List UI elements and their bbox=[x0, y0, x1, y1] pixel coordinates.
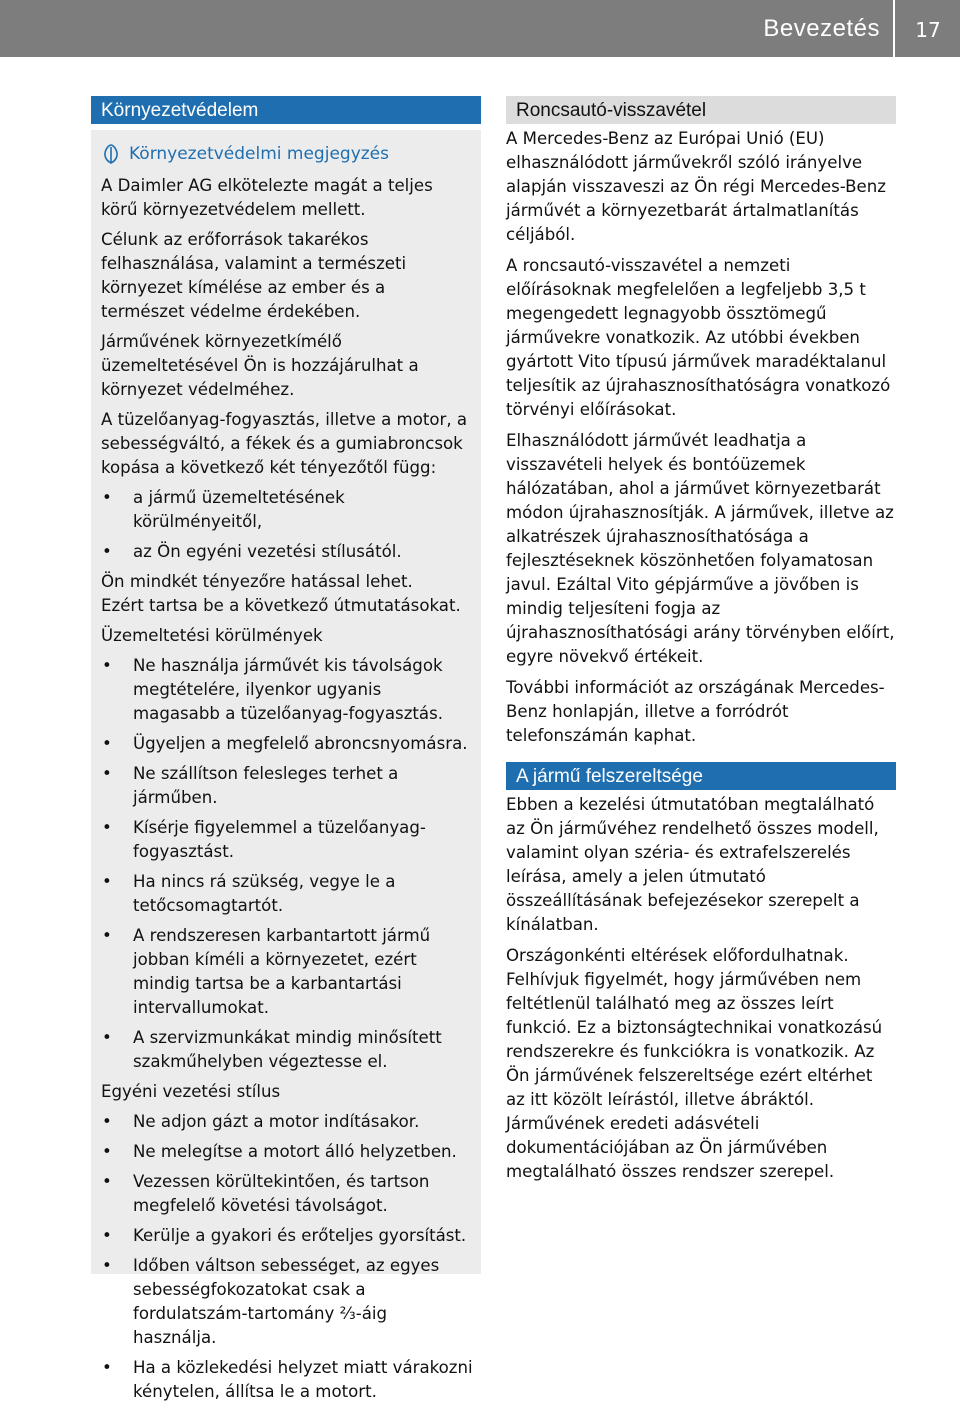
equipment-heading: A jármű felszereltsége bbox=[506, 762, 896, 790]
driving-list bbox=[101, 1110, 473, 1404]
list-item: • Kerülje a gyakori és erőteljes gyorsítást. bbox=[101, 1224, 473, 1248]
header-divider bbox=[893, 0, 895, 57]
operating-conditions-heading: Üzemeltetési körülmények bbox=[101, 626, 323, 645]
environment-note-box bbox=[91, 130, 481, 1401]
section-title: Bevezetés bbox=[763, 15, 880, 42]
list-item: • Vezessen körültekintően, és tartson megfelelő követési távolságot. bbox=[101, 1170, 473, 1218]
page-number: 17 bbox=[915, 18, 941, 42]
note-title bbox=[101, 142, 473, 166]
paragraph: Ebben a kezelési útmutatóban megtalálható az Ön járművéhez rendelhető összes modell, valamint olyan széria- és extrafelszerelés leírása, amely a jelen útmutató összeállításának befejezésekor szerepelt a kínálatban. bbox=[506, 795, 879, 934]
list-item: • az Ön egyéni vezetési stílusától. bbox=[101, 540, 473, 564]
paragraph: A Daimler AG elkötelezte magát a teljes körű környezetvédelem mellett. bbox=[101, 176, 433, 219]
list-item: • a jármű üzemeltetésének körülményeitől, bbox=[101, 486, 473, 534]
list-item: • A rendszeresen karbantartott jármű jobban kíméli a környezetet, ezért mindig tartsa be a karbantartási intervallumokat. bbox=[101, 924, 473, 1020]
list-item: • Ne szállítson felesleges terhet a járműben. bbox=[101, 762, 473, 810]
paragraph: A tüzelőanyag-fogyasztás, illetve a motor, a sebességváltó, a fékek és a gumiabroncsok kopása a következő két tényezőtől függ: bbox=[101, 410, 468, 477]
list-item: • A szervizmunkákat mindig minősített szakműhelyben végeztesse el. bbox=[101, 1026, 473, 1074]
environment-heading: Környezetvédelem bbox=[91, 96, 481, 124]
paragraph: Országonkénti eltérések előfordulhatnak. Felhívjuk figyelmét, hogy járművében nem feltétlenül található meg az összes leírt funkció. Ez a biztonságtechnikai vonatkozású rendszerekre és funkciókra is vonatkozik. Az Ön járművének felszereltsége ezért eltérhet az itt közölt leírástól, illetve ábráktól. Járművének eredeti adásvételi dokumentációjában az Ön járművében megtalálható összes rendszer szerepel. bbox=[506, 946, 883, 1181]
page-header bbox=[0, 0, 960, 57]
list-item: • Ne melegítse a motort álló helyzetben. bbox=[101, 1140, 473, 1164]
list-item: • Ha a közlekedési helyzet miatt várakozni kénytelen, állítsa le a motort. bbox=[101, 1356, 473, 1404]
list-item: • Kísérje figyelemmel a tüzelőanyag-fogyasztást. bbox=[101, 816, 473, 864]
paragraph: Ön mindkét tényezőre hatással lehet. Ezért tartsa be a következő útmutatásokat. bbox=[101, 572, 461, 615]
paragraph: További információt az országának Mercedes-Benz honlapján, illetve a forródrót telefonszámán kaphat. bbox=[506, 678, 885, 745]
list-item: • Ügyeljen a megfelelő abroncsnyomásra. bbox=[101, 732, 473, 756]
paragraph: Járművének környezetkímélő üzemeltetésével Ön is hozzájárulhat a környezet védelméhez. bbox=[101, 332, 419, 399]
right-column bbox=[506, 96, 896, 1191]
list-item: • Ha nincs rá szükség, vegye le a tetőcsomagtartót. bbox=[101, 870, 473, 918]
left-column bbox=[91, 96, 481, 1401]
driving-style-heading: Egyéni vezetési stílus bbox=[101, 1082, 281, 1101]
paragraph: A roncsautó-visszavétel a nemzeti előírásoknak megfelelően a legfeljebb 3,5 t megengedett legnagyobb össztömegű járművekre vonatkozik. Az utóbbi években gyártott Vito típusú járművek maradéktalanul teljesítik az újrahasznosíthatóságra vonatkozó törvényi előírásokat. bbox=[506, 256, 891, 419]
paragraph: Célunk az erőforrások takarékos felhasználása, valamint a természeti környezet kímélése az ember és a természet védelme érdekében. bbox=[101, 230, 407, 321]
list-item: • Ne használja járművét kis távolságok megtételére, ilyenkor ugyanis magasabb a tüzelőanyag-fogyasztás. bbox=[101, 654, 473, 726]
paragraph: Elhasználódott járművét leadhatja a visszavételi helyek és bontóüzemek hálózatában, ahol a járművet környezetbarát módon újrahasznosítják. A járművek, illetve az alkatrészek újrahasznosíthatósága a fejlesztéseknek köszönhetően folyamatosan javul. Ezáltal Vito gépjárműve a jövőben is mindig teljesíteni fogja az újrahasznosíthatósági arány törvényben előírt, egyre növekvő értékeit. bbox=[506, 431, 895, 666]
list-item: • Ne adjon gázt a motor indításakor. bbox=[101, 1110, 473, 1134]
leaf-icon bbox=[101, 143, 121, 165]
factors-list bbox=[101, 486, 473, 564]
note-title-text: Környezetvédelmi megjegyzés bbox=[129, 144, 389, 164]
paragraph: A Mercedes-Benz az Európai Unió (EU) elhasználódott járművekről szóló irányelve alapján visszaveszi az Ön régi Mercedes-Benz járművét a környezetbarát ártalmatlanítás céljából. bbox=[506, 129, 886, 244]
operating-list bbox=[101, 654, 473, 1074]
recycling-heading: Roncsautó-visszavétel bbox=[506, 96, 896, 124]
list-item: • Időben váltson sebességet, az egyes sebességfokozatokat csak a fordulatszám-tartomány ⅔-áig használja. bbox=[101, 1254, 473, 1350]
